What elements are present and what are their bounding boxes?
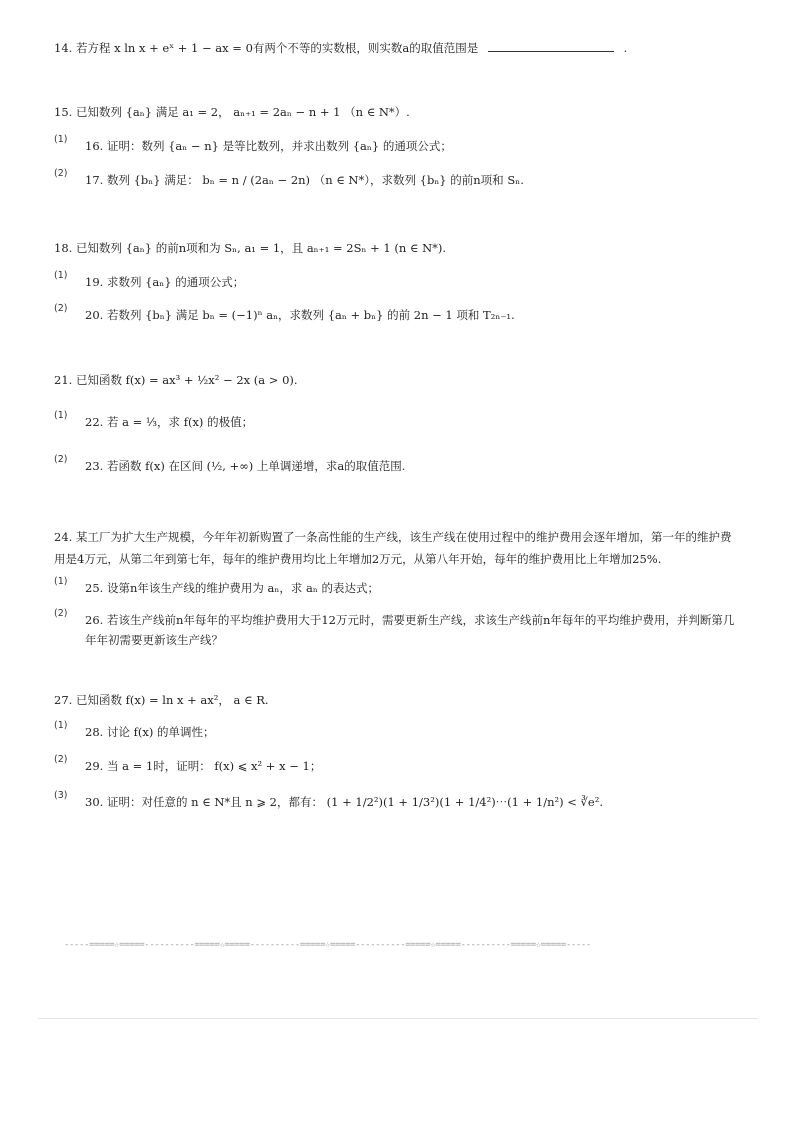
part-tag: (1) <box>54 134 68 145</box>
answer-blank[interactable] <box>488 40 614 52</box>
question-27-stem: 27. 已知函数 f(x) = ln x + ax²， a ∈ R. <box>54 693 269 707</box>
page-divider: -----=====☆=====----------=====☆=====----------=====☆=====----------=====☆=====----------=====☆=====----- <box>64 940 591 950</box>
part-tag: (2) <box>54 454 68 465</box>
part-text: 23. 若函数 f(x) 在区间 (½, +∞) 上单调递增，求a的取值范围. <box>85 459 406 473</box>
part-tag: (1) <box>54 410 68 421</box>
question-24-stem: 24. 某工厂为扩大生产规模，今年年初新购置了一条高性能的生产线，该生产线在使用过程中的维护费用会逐年增加，第一年的维护费用是4万元，从第二年到第七年，每年的维护费用均比上年增加2万元，从第八年开始，每年的维护费用比上年增加25%. <box>54 530 732 566</box>
question-15-stem: 15. 已知数列 {aₙ} 满足 a₁ = 2， aₙ₊₁ = 2aₙ − n + 1 （n ∈ N*）. <box>54 105 410 119</box>
part-tag: (1) <box>54 720 68 731</box>
part-text: 16. 证明：数列 {aₙ − n} 是等比数列，并求出数列 {aₙ} 的通项公式； <box>85 139 452 153</box>
part-tag: (2) <box>54 303 68 314</box>
part-text: 29. 当 a = 1时，证明： f(x) ⩽ x² + x − 1； <box>85 759 322 773</box>
part-text: 28. 讨论 f(x) 的单调性； <box>85 725 215 739</box>
part-tag: (2) <box>54 168 68 179</box>
part-text: 26. 若该生产线前n年每年的平均维护费用大于12万元时，需要更新生产线，求该生产线前n年每年的平均维护费用，并判断第几年年初需要更新该生产线？ <box>85 613 735 647</box>
question-14-num: 14. <box>54 41 73 55</box>
part-text: 25. 设第n年该生产线的维护费用为 aₙ，求 aₙ 的表达式； <box>85 581 379 595</box>
question-14 <box>54 40 627 56</box>
part-tag: (1) <box>54 576 68 587</box>
part-text: 22. 若 a = ⅓，求 f(x) 的极值； <box>85 415 254 429</box>
question-14-text: 若方程 x ln x + eˣ + 1 − ax = 0有两个不等的实数根，则实数a的取值范围是 <box>75 41 479 55</box>
part-tag: (2) <box>54 754 68 765</box>
part-text: 30. 证明：对任意的 n ∈ N*且 n ⩾ 2，都有： (1 + 1/2²)(1 + 1/3²)(1 + 1/4²)⋯(1 + 1/n²) < ∛e². <box>85 795 603 809</box>
footer-rule <box>38 1018 758 1019</box>
question-14-end: . <box>623 41 628 55</box>
part-tag: (3) <box>54 790 68 801</box>
part-text: 20. 若数列 {bₙ} 满足 bₙ = (−1)ⁿ aₙ，求数列 {aₙ + bₙ} 的前 2n − 1 项和 T₂ₙ₋₁. <box>85 308 515 322</box>
part-tag: (2) <box>54 608 68 619</box>
question-21-stem: 21. 已知函数 f(x) = ax³ + ½x² − 2x (a > 0). <box>54 373 298 387</box>
part-tag: (1) <box>54 270 68 281</box>
part-text: 19. 求数列 {aₙ} 的通项公式； <box>85 275 245 289</box>
part-text: 17. 数列 {bₙ} 满足： bₙ = n / (2aₙ − 2n) （n ∈ N*），求数列 {bₙ} 的前n项和 Sₙ. <box>85 173 524 187</box>
question-18-stem: 18. 已知数列 {aₙ} 的前n项和为 Sₙ, a₁ = 1，且 aₙ₊₁ = 2Sₙ + 1 (n ∈ N*). <box>54 241 447 255</box>
